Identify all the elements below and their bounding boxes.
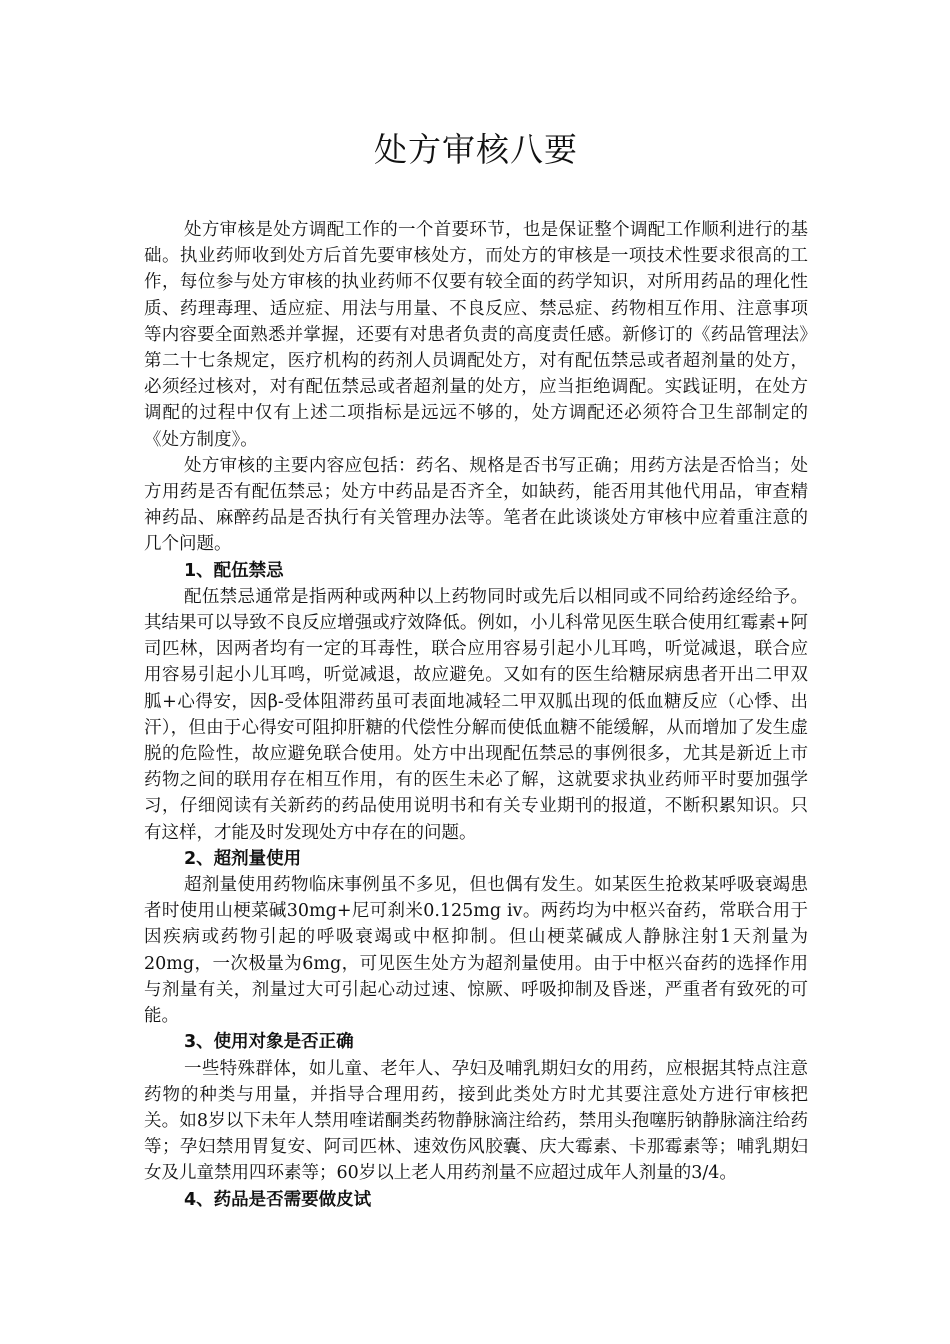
section-heading-2: 2、超剂量使用 <box>184 848 302 869</box>
document-title: 处方审核八要 <box>374 130 578 169</box>
section-heading-1: 1、配伍禁忌 <box>184 560 284 581</box>
document-page <box>144 128 808 1213</box>
section-body-1: 配伍禁忌通常是指两种或两种以上药物同时或先后以相同或不同给药途经给予。其结果可以导致不良反应增强或疗效降低。例如，小儿科常见医生联合使用红霉素+阿司匹林，因两者均有一定的耳毒性，联合应用容易引起小儿耳鸣，听觉减退，联合应用容易引起小儿耳鸣，听觉减退，故应避免。又如有的医生给糖尿病患者开出二甲双胍+心得安，因β-受体阻滞药虽可表面地减轻二甲双胍出现的低血糖反应（心悸、出汗），但由于心得安可阻抑肝糖的代偿性分解而使低血糖不能缓解，从而增加了发生虚脱的危险性，故应避免联合使用。处方中出现配伍禁忌的事例很多，尤其是新近上市药物之间的联用存在相互作用，有的医生未必了解，这就要求执业药师平时要加强学习，仔细阅读有关新药的药品使用说明书和有关专业期刊的报道，不断积累知识。只有这样，才能及时发现处方中存在的问题。 <box>144 586 808 843</box>
section-heading-4: 4、药品是否需要做皮试 <box>184 1189 372 1210</box>
section-heading-3: 3、使用对象是否正确 <box>184 1032 354 1053</box>
intro-paragraph-2: 处方审核的主要内容应包括：药名、规格是否书写正确；用药方法是否恰当；处方用药是否有配伍禁忌；处方中药品是否齐全，如缺药，能否用其他代用品，审查精神药品、麻醉药品是否执行有关管理办法等。笔者在此谈谈处方审核中应着重注意的几个问题。 <box>144 455 808 555</box>
intro-paragraph-1: 处方审核是处方调配工作的一个首要环节，也是保证整个调配工作顺利进行的基础。执业药师收到处方后首先要审核处方，而处方的审核是一项技术性要求很高的工作，每位参与处方审核的执业药师不仅要有较全面的药学知识，对所用药品的理化性质、药理毒理、适应症、用法与用量、不良反应、禁忌症、药物相互作用、注意事项等内容要全面熟悉并掌握，还要有对患者负责的高度责任感。新修订的《药品管理法》第二十七条规定，医疗机构的药剂人员调配处方，对有配伍禁忌或者超剂量的处方，必须经过核对，对有配伍禁忌或者超剂量的处方，应当拒绝调配。实践证明，在处方调配的过程中仅有上述二项指标是远远不够的，处方调配还必须符合卫生部制定的《处方制度》。 <box>144 220 808 450</box>
section-body-3: 一些特殊群体，如儿童、老年人、孕妇及哺乳期妇女的用药，应根据其特点注意药物的种类与用量，并指导合理用药，接到此类处方时尤其要注意处方进行审核把关。如8岁以下未年人禁用喹诺酮类药物静脉滴注给药，禁用头孢噻肟钠静脉滴注给药等；孕妇禁用胃复安、阿司匹林、速效伤风胶囊、庆大霉素、卡那霉素等；哺乳期妇女及儿童禁用四环素等；60岁以上老人用药剂量不应超过成年人剂量的3/4。 <box>144 1058 808 1184</box>
section-body-2: 超剂量使用药物临床事例虽不多见，但也偶有发生。如某医生抢救某呼吸衰竭患者时使用山梗菜碱30mg+尼可刹米0.125mg iv。两药均为中枢兴奋药，常联合用于因疾病或药物引起的呼吸衰竭或中枢抑制。但山梗菜碱成人静脉注射1天剂量为20mg，一次极量为6mg，可见医生处方为超剂量使用。由于中枢兴奋药的选择作用与剂量有关，剂量过大可引起心动过速、惊厥、呼吸抑制及昏迷，严重者有致死的可能。 <box>144 875 808 1027</box>
